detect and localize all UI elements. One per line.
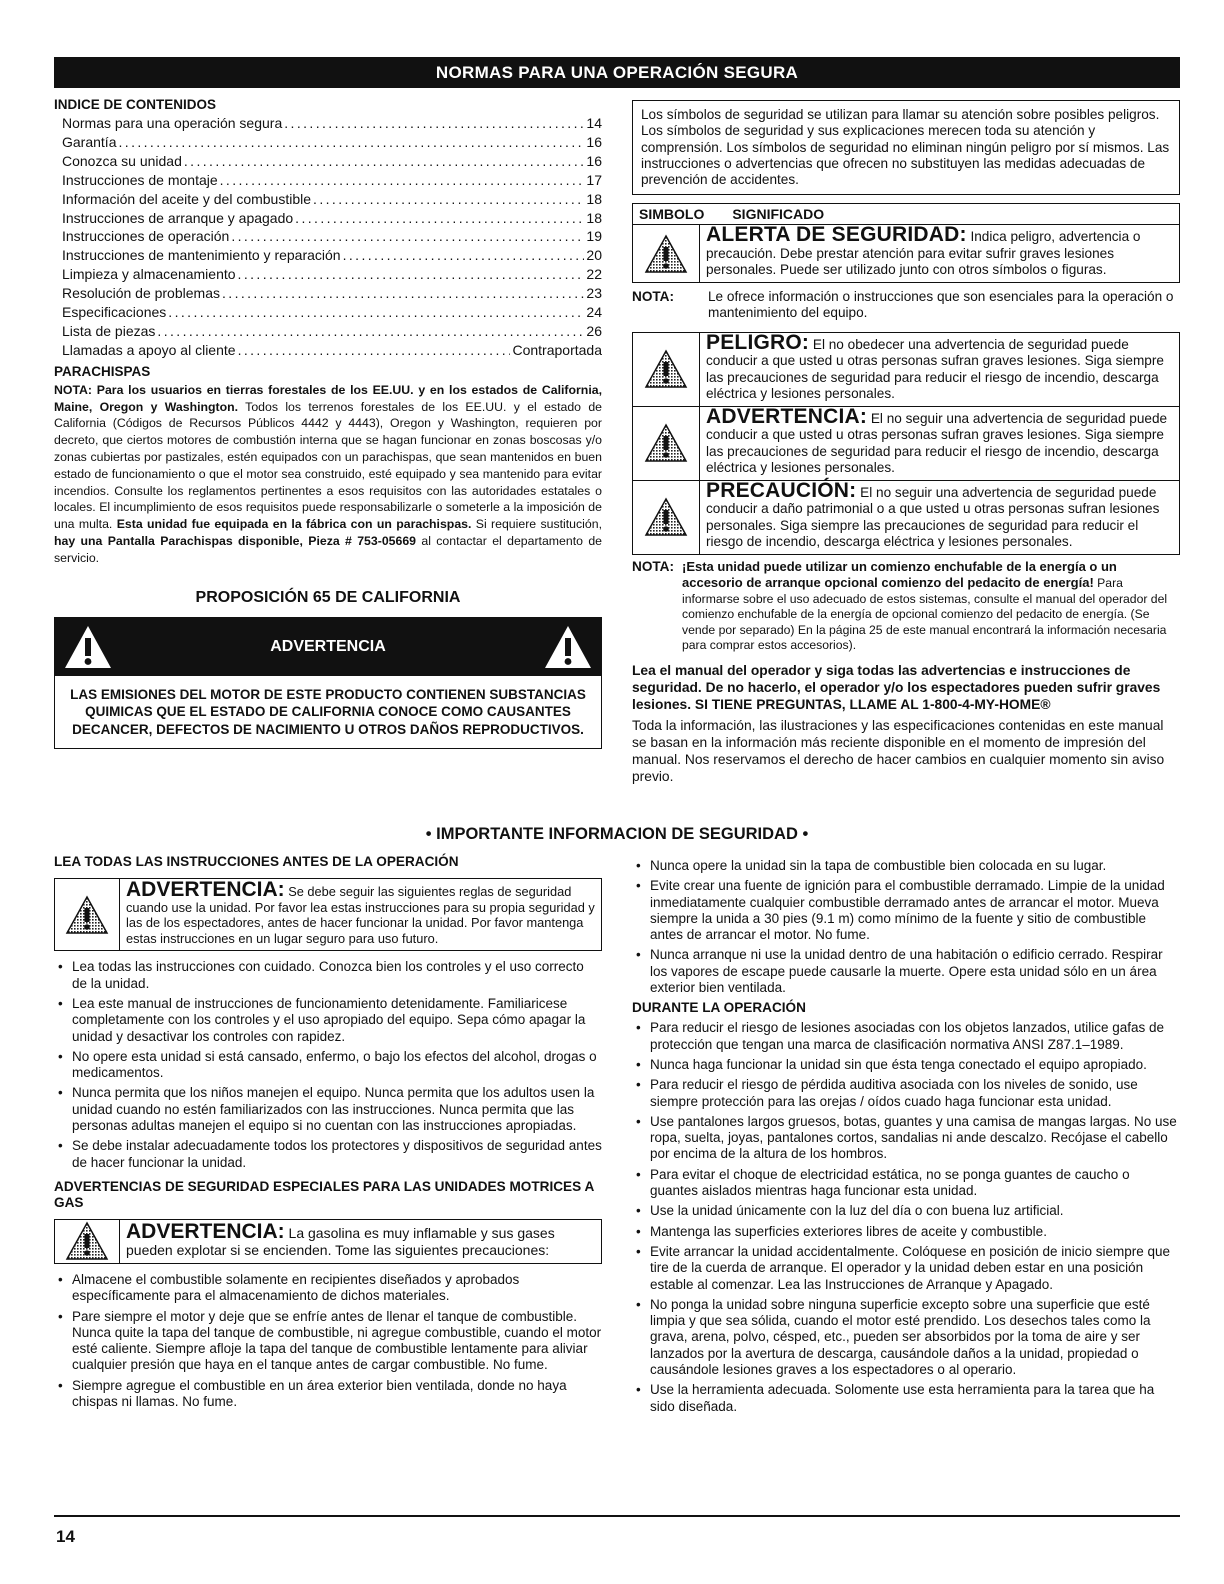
toc-item[interactable]: Limpieza y almacenamiento ..... 22 xyxy=(62,265,602,284)
gas-units-title: ADVERTENCIAS DE SEGURIDAD ESPECIALES PARA LAS UNIDADES MOTRICES A GAS xyxy=(54,1178,594,1210)
gas-warn-text: La gasolina es muy inflamable y sus gases pueden explotar si se encienden. Tome las siguientes precauciones: xyxy=(126,1224,555,1258)
important-safety-title: • IMPORTANTE INFORMACION DE SEGURIDAD • xyxy=(425,825,809,843)
list-item: • Nunca arranque ni use la unidad dentro de una habitación o edificio cerrado. Respirar los vapores de escape puede causarle la muerte. Opere esta unidad sólo en un área exterior bien ventilada. xyxy=(632,947,1180,996)
list-item: • Para reducir el riesgo de lesiones asociadas con los objetos lanzados, utilice gafas de protección que tengan una marca de clasificación normativa ANSI Z87.1–1989. xyxy=(632,1020,1180,1053)
symbol-column-header: SIMBOLO xyxy=(639,206,705,223)
symbols-intro: Los símbolos de seguridad se utilizan para llamar su atención sobre posibles peligros. Los símbolos de seguridad y sus explicaciones merecen toda su atención y comprensión. Los símbolos de seguridad no eliminan ningún peligro por sí mismos. Las instrucciones o advertencias que ofrecen no substituyen las medidas adecuadas de prevención de accidentes. xyxy=(632,100,1180,195)
read-all-warning-box xyxy=(54,878,602,951)
toc-item[interactable]: Lista de piezas ..... 26 xyxy=(62,322,602,341)
alert-title: ALERTA DE SEGURIDAD: xyxy=(706,223,967,247)
symbols-table-header xyxy=(632,203,1180,224)
warning-triangle-icon xyxy=(644,234,688,274)
warning-triangle-inverted-icon xyxy=(543,624,593,670)
alert-text: Indica peligro, advertencia o precaución. Debe prestar atención para evitar sufrir graves lesiones personales. Puede ser utilizado junto con otros símbolos o figuras. xyxy=(706,229,1141,278)
read-all-title: LEA TODAS LAS INSTRUCCIONES ANTES DE LA OPERACIÓN xyxy=(54,854,459,869)
read-all-list xyxy=(54,959,602,1171)
nota-power-start xyxy=(632,559,1180,654)
toc-item[interactable]: Garantía ..... 16 xyxy=(62,133,602,152)
warning-triangle-icon xyxy=(644,497,688,537)
list-item: • No ponga la unidad sobre ninguna superficie excepto sobre una superficie que esté limpia y que sea sólida, cuando el motor esté prendido. Los desechos tales como la grava, arena, polvo, césped, etc., pueden ser absorbidos por la toma de aire y ser lanzados por la avertura de descarga, causándole daños a la unidad, propiedad o causándole lesiones graves a los espectadores o al operario. xyxy=(632,1297,1180,1378)
read-all-warn-text: Se debe seguir las siguientes reglas de seguridad cuando use la unidad. Por favor lea estas instrucciones para su propia seguridad y las de los espectadores, antes de hacer funcionar la unidad. Por favor mantenga estas instrucciones en un lugar seguro para uso futuro. xyxy=(126,884,595,946)
list-item: • Nunca permita que los niños manejen el equipo. Nunca permita que los adultos usen la unidad cuando no estén familiarizados con las instrucciones. Nunca permita que las personas adultas manejen el equipo si no cuentan con las instrucciones apropiadas. xyxy=(54,1085,602,1134)
list-item: • Se debe instalar adecuadamente todos los protectores y dispositivos de seguridad antes de hacer funcionar la unidad. xyxy=(54,1138,602,1171)
list-item: • No opere esta unidad si está cansado, enfermo, o bajo los efectos del alcohol, drogas o medicamentos. xyxy=(54,1049,602,1082)
read-all-warn-title: ADVERTENCIA: xyxy=(126,878,285,901)
list-item: • Use pantalones largos gruesos, botas, guantes y una camisa de mangas largas. No use ropa, suelta, joyas, pantalones cortos, sandalias ni ande descalzo. Recójase el cabello por encima de la altura de los hombros. xyxy=(632,1114,1180,1163)
prop65-warning-box xyxy=(54,617,602,750)
toc-item[interactable]: Instrucciones de arranque y apagado ..... 18 xyxy=(62,209,602,228)
prop65-header: ADVERTENCIA xyxy=(270,637,386,655)
list-item: • Evite arrancar la unidad accidentalmente. Colóquese en posición de inicio siempre que tire de la cuerda de arranque. El operador y la unidad deben estar en una posición estable al comenzar. Lea las Instrucciones de Arranque y Apagado. xyxy=(632,1244,1180,1293)
warning-triangle-icon xyxy=(644,349,688,389)
nota2-text: Para informarse sobre el uso adecuado de estos sistemas, consulte el manual del operador del comienzo enchufable de la energía de opcional comienzo del pedacito de energía. (Se vende por separado) En la página 25 de este manual encontrará la información necesaria para comprar estos accesorios). xyxy=(682,576,1168,653)
right-column xyxy=(632,100,1180,785)
nota xyxy=(632,289,1180,322)
list-item: • Lea este manual de instrucciones de funcionamiento detenidamente. Familiaricese completamente con los controles y el uso apropiado del equipo. Sepa cómo apagar la unidad y desactivar los controles con rapidez. xyxy=(54,996,602,1045)
meaning-column-header: SIGNIFICADO xyxy=(732,206,825,223)
warning-triangle-icon xyxy=(65,895,109,935)
list-item: • Mantenga las superficies exteriores libres de aceite y combustible. xyxy=(632,1224,1180,1240)
nota-label: NOTA: xyxy=(632,288,675,304)
left-column xyxy=(54,97,602,749)
nota2-bold: ¡Esta unidad puede utilizar un comienzo enchufable de la energía o un accesorio de arranque opcional comienzo del pedacito de energía! xyxy=(682,558,1117,591)
list-item: • Evite crear una fuente de ignición para el combustible derramado. Limpie de la unidad inmediatamente cualquier combustible derramado antes de arrancar el motor. Mueva siempre la unida a 30 pies (9.1 m) como mínimo de la fuente y sitio de combustible antes de arrancar el motor. No fume. xyxy=(632,878,1180,943)
list-item: • Almacene el combustible solamente en recipientes diseñados y aprobados específicamente para el almacenamiento de dichos materiales. xyxy=(54,1272,602,1305)
symbol-row-alert xyxy=(632,224,1180,283)
advertencia-title: ADVERTENCIA: xyxy=(706,404,868,428)
toc-item[interactable]: Información del aceite y del combustible ..... 18 xyxy=(62,190,602,209)
warning-triangle-icon xyxy=(65,1221,109,1261)
toc-item[interactable]: Especificaciones ..... 24 xyxy=(62,303,602,322)
symbol-row-advertencia xyxy=(632,404,1180,481)
symbol-row-peligro xyxy=(632,332,1180,407)
toc-item[interactable]: Conozca su unidad ..... 16 xyxy=(62,152,602,171)
warning-triangle-icon xyxy=(644,423,688,463)
toc-title: INDICE DE CONTENIDOS xyxy=(54,97,217,112)
toc-list xyxy=(62,114,602,360)
left-column-bottom xyxy=(54,854,602,1414)
symbol-row-precaucion xyxy=(632,478,1180,555)
during-list xyxy=(632,1020,1180,1415)
page-number: 14 xyxy=(56,1527,75,1546)
advertencia-text: El no seguir una advertencia de seguridad puede conducir a que usted u otras personas sufran graves lesiones. Siga siempre las precauciones de seguridad para reducir el riesgo de incendio, descarga eléctrica y lesiones personales. xyxy=(706,410,1168,476)
fuel-list xyxy=(632,858,1180,996)
list-item: • Para reducir el riesgo de pérdida auditiva asociada con los niveles de sonido, use siempre protección para las orejas / oídos cuado haga funcionar esta unidad. xyxy=(632,1077,1180,1110)
gas-list xyxy=(54,1272,602,1410)
warning-triangle-inverted-icon xyxy=(63,624,113,670)
info-disclaimer: Toda la información, las ilustraciones y las especificaciones contenidas en este manual se basan en la información más reciente disponible en el momento de impresión del manual. Nos reservamos el derecho de hacer cambios en cualquier momento sin aviso previo. xyxy=(632,717,1165,784)
toc-item[interactable]: Resolución de problemas ..... 23 xyxy=(62,284,602,303)
read-manual-warning: Lea el manual del operador y siga todas las advertencias e instrucciones de seguridad. De no hacerlo, el operador y/o los espectadores pueden sufrir graves lesiones. SI TIENE PREGUNTAS, LLAME AL 1-800-4-MY-HOME® xyxy=(632,662,1161,712)
peligro-text: El no obedecer una advertencia de seguridad puede conducir a que usted u otras personas sufran graves lesiones. Siga siempre las precauciones de seguridad para reducir el riesgo de incendio, descarga eléctrica y lesiones personales. xyxy=(706,336,1164,402)
gas-warn-title: ADVERTENCIA: xyxy=(126,1219,285,1243)
toc-item[interactable]: Llamadas a apoyo al cliente ..... Contraportada xyxy=(62,341,602,360)
list-item: • Use la unidad únicamente con la luz del día o con buena luz artificial. xyxy=(632,1203,1180,1219)
footer-divider xyxy=(54,1515,1180,1517)
list-item: • Pare siempre el motor y deje que se enfríe antes de llenar el tanque de combustible. Nunca quite la tapa del tanque de combustible, ni agregue combustible, cuando el motor esté caliente. Siempre afloje la tapa del tanque de combustible lentamente para aliviar cualquier presión que haya en el tanque antes de cargar combustible. No fume. xyxy=(54,1309,602,1374)
prop65-body: LAS EMISIONES DEL MOTOR DE ESTE PRODUCTO CONTIENEN SUBSTANCIAS QUIMICAS QUE EL ESTADO DE CALIFORNIA CONOCE COMO CAUSANTES DECANCER, DEFECTOS DE NACIMIENTO U OTROS DAÑOS REPRODUCTIVOS. xyxy=(70,686,586,737)
toc-item[interactable]: Instrucciones de mantenimiento y reparación ..... 20 xyxy=(62,246,602,265)
precaucion-text: El no seguir una advertencia de seguridad puede conducir a daño patrimonial o a que usted u otras personas sufran lesiones personales. Siga siempre las precauciones de seguridad para reducir el riesgo de incendio, descarga eléctrica y lesiones personales. xyxy=(706,484,1160,550)
list-item: • Use la herramienta adecuada. Solomente use esta herramienta para la tarea que ha sido diseñada. xyxy=(632,1382,1180,1415)
parachispas-text: NOTA: Para los usuarios en tierras forestales de los EE.UU. y en los estados de California, Maine, Oregon y Washington. Todos los terrenos forestales de los EE.UU. y el estado de California (Códigos de Recursos Públicos 4442 y 4443), Oregon y Washington, requieren por decreto, que ciertos motores de combustión interna que se hagan funcionar en zonas boscosas y/o zonas cubiertas por pastizales, estén equipados con un parachispas, que sean mantenidos en buen estado de funcionamiento o que el motor sea construido, esté equipado y sea mantenido para evitar incendios. Consulte los reglamentos pertinentes a esos requisitos con las autoridades estatales o locales. El incumplimiento de esos requisitos puede responsabilizarle o someterle a la imposición de una multa. Esta unidad fue equipada en la fábrica con un parachispas. Si requiere sustitución, hay una Pantalla Parachispas disponible, Pieza # 753-05669 al contactar el departamento de servicio. xyxy=(54,382,603,565)
list-item: • Siempre agregue el combustible en un área exterior bien ventilada, donde no haya chispas ni llamas. No fume. xyxy=(54,1378,602,1411)
during-title: DURANTE LA OPERACIÓN xyxy=(632,1000,806,1016)
list-item: • Nunca haga funcionar la unidad sin que ésta tenga conectado el equipo apropiado. xyxy=(632,1057,1180,1073)
list-item: • Nunca opere la unidad sin la tapa de combustible bien colocada en su lugar. xyxy=(632,858,1180,874)
parachispas-title: PARACHISPAS xyxy=(54,363,151,379)
prop65-title: PROPOSICIÓN 65 DE CALIFORNIA xyxy=(195,588,461,606)
toc-item[interactable]: Normas para una operación segura ..... 14 xyxy=(62,114,602,133)
gas-warning-box xyxy=(54,1219,602,1264)
nota2-label: NOTA: xyxy=(632,558,675,574)
peligro-title: PELIGRO: xyxy=(706,330,810,354)
section-banner: NORMAS PARA UNA OPERACIÓN SEGURA xyxy=(54,57,1180,88)
toc-item[interactable]: Instrucciones de montaje ..... 17 xyxy=(62,171,602,190)
right-column-bottom xyxy=(632,858,1180,1419)
toc-item[interactable]: Instrucciones de operación ..... 19 xyxy=(62,227,602,246)
list-item: • Lea todas las instrucciones con cuidado. Conozca bien los controles y el uso correcto de la unidad. xyxy=(54,959,602,992)
list-item: • Para evitar el choque de electricidad estática, no se ponga guantes de caucho o guantes aislados mientras haga funcionar esta unidad. xyxy=(632,1167,1180,1200)
precaucion-title: PRECAUCIÓN: xyxy=(706,478,857,502)
nota-text: Le ofrece información o instrucciones que son esenciales para la operación o mantenimiento del equipo. xyxy=(708,288,1174,321)
